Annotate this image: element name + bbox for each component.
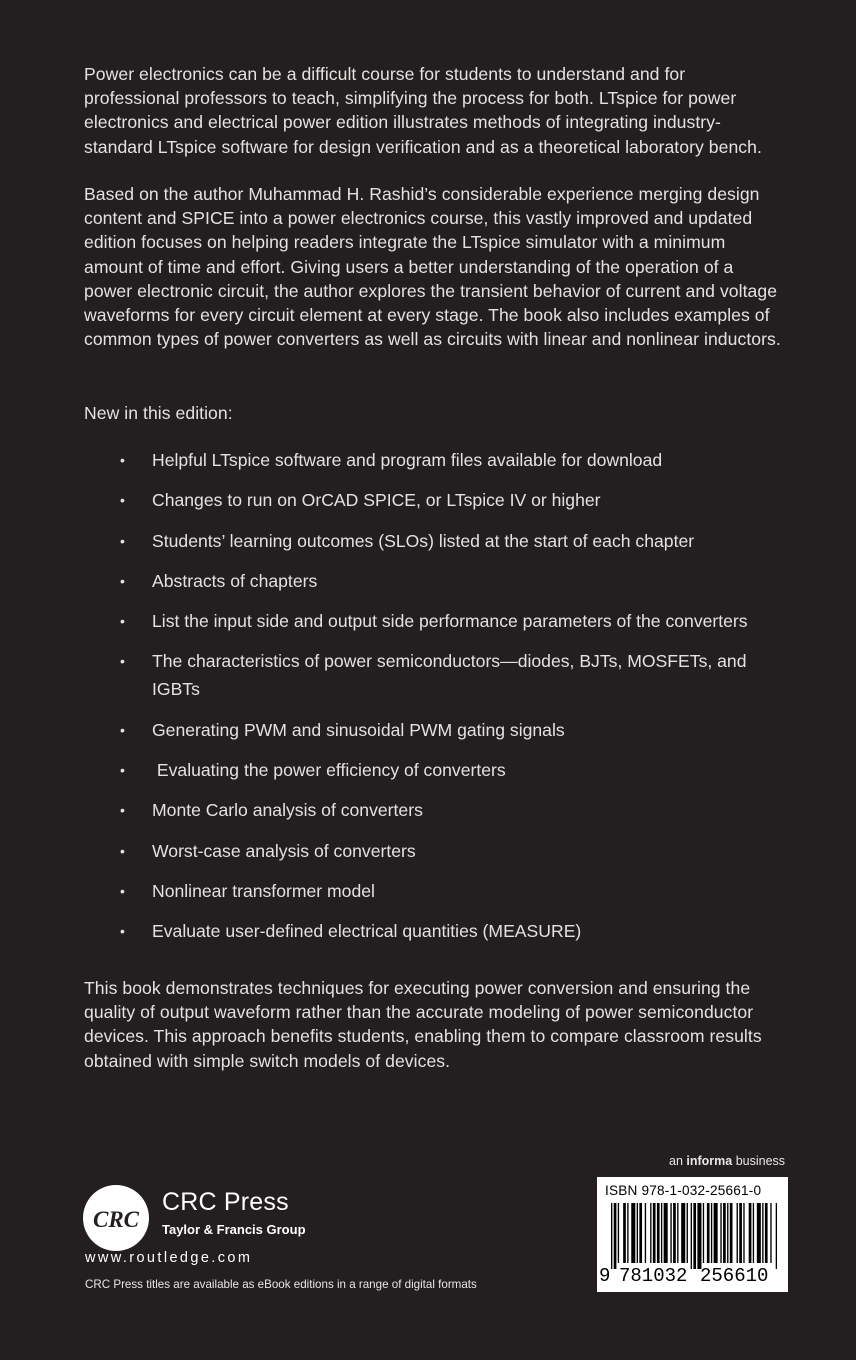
barcode-bar: [707, 1203, 710, 1263]
list-item-text: List the input side and output side performance parameters of the converters: [152, 611, 748, 632]
barcode-bar: [749, 1203, 752, 1263]
barcode-bar: [711, 1203, 712, 1263]
list-item: [84, 486, 804, 514]
barcode-bar: [623, 1203, 626, 1263]
barcode-bar: [723, 1203, 726, 1263]
barcode-group-1: 781032: [619, 1265, 688, 1287]
crc-logo-text: CRC: [92, 1207, 140, 1232]
barcode-bar: [645, 1203, 646, 1263]
list-item: [84, 567, 804, 595]
bullet-icon: •: [120, 532, 125, 549]
new-features-list: [84, 446, 804, 958]
list-item: [84, 527, 804, 555]
barcode-bar: [670, 1203, 671, 1263]
barcode-bar: [661, 1203, 662, 1263]
bullet-icon: •: [120, 802, 125, 819]
bullet-icon: •: [120, 452, 125, 468]
barcode-bar: [720, 1203, 721, 1263]
list-item-text: Nonlinear transformer model: [152, 880, 375, 901]
bullet-icon: •: [120, 882, 125, 899]
list-item: [84, 796, 804, 824]
list-item-text: Monte Carlo analysis of converters: [152, 800, 423, 821]
bullet-icon: •: [120, 492, 125, 509]
list-item: [84, 837, 804, 865]
description-paragraph-2: Based on the author Muhammad H. Rashid’s considerable experience merging design content and SPICE into a power electronics course, this vastly improved and updated edition focuses on helping readers integrate the LTspice simulator with a minimum amount of time and effort. Giving users a better understanding of the operation of a power electronic circuit, the author explores the transient behavior of current and voltage waveforms for every circuit element at every stage. The book also includes examples of common types of power converters as well as circuits with linear and nonlinear inductors.: [84, 184, 781, 350]
barcode-bar: [614, 1203, 617, 1269]
barcode-bar: [776, 1203, 777, 1269]
barcode-bar: [703, 1203, 704, 1263]
barcode-bar: [639, 1203, 642, 1263]
barcode-bar: [697, 1203, 701, 1269]
barcode-bar: [727, 1203, 728, 1263]
list-item-text: Helpful LTspice software and program files available for download: [152, 450, 663, 470]
barcode-bar: [762, 1203, 763, 1263]
informa-brand: informa: [686, 1154, 733, 1168]
list-item-text: Changes to run on OrCAD SPICE, or LTspice IV or higher: [152, 490, 601, 511]
barcode-bar: [743, 1203, 744, 1263]
barcode-bar: [657, 1203, 660, 1263]
list-item-text: Worst-case analysis of converters: [152, 840, 416, 861]
barcode-bar: [664, 1203, 668, 1263]
barcode-bar: [673, 1203, 676, 1263]
barcode-first-digit: 9: [599, 1265, 611, 1287]
barcode-bar: [737, 1203, 738, 1263]
ebook-note: CRC Press titles are available as eBook editions in a range of digital formats: [85, 1278, 477, 1291]
bullet-icon: •: [120, 721, 125, 738]
list-item: [84, 877, 804, 905]
list-item: [84, 917, 804, 945]
list-item: [84, 756, 804, 784]
list-item: [84, 446, 804, 474]
barcode-bar: [757, 1203, 761, 1263]
barcode-bar: [770, 1203, 771, 1263]
barcode-bar: [677, 1203, 678, 1263]
barcode-bar: [687, 1203, 688, 1263]
barcode-bar: [627, 1203, 628, 1263]
new-edition-heading: New in this edition:: [84, 403, 233, 423]
list-item-text: Evaluate user-defined electrical quantities (MEASURE): [152, 921, 582, 942]
barcode-bar: [753, 1203, 754, 1263]
barcode-number: [597, 1265, 788, 1289]
bullet-icon: •: [120, 613, 125, 630]
barcode-bar: [765, 1203, 768, 1263]
barcode-bar: [739, 1203, 742, 1263]
list-item: [84, 607, 804, 635]
list-item-text: The characteristics of power semiconductors—diodes, BJTs, MOSFETs, and IGBTs: [152, 651, 747, 700]
list-item: [84, 716, 804, 744]
publisher-name: CRC Press: [162, 1188, 289, 1216]
barcode-bar: [714, 1203, 718, 1263]
crc-logo-icon: [82, 1184, 150, 1252]
list-item: [84, 647, 792, 703]
bullet-icon: •: [120, 762, 125, 779]
bullet-icon: •: [120, 653, 125, 670]
barcode-bars: [611, 1203, 777, 1269]
barcode-bar: [618, 1203, 619, 1263]
bullet-icon: •: [120, 923, 125, 940]
barcode-group-2: 256610: [700, 1265, 769, 1287]
informa-business-label: an informa business: [669, 1154, 786, 1168]
bullet-icon: •: [120, 572, 125, 589]
publisher-url: www.routledge.com: [85, 1250, 253, 1266]
barcode-bar: [730, 1203, 733, 1263]
barcode-bar: [693, 1203, 696, 1269]
list-item-text: Evaluating the power efficiency of converters: [152, 760, 506, 781]
isbn-barcode: [597, 1177, 788, 1292]
isbn-label: ISBN 978-1-032-25661-0: [605, 1183, 762, 1198]
closing-paragraph: This book demonstrates techniques for executing power conversion and ensuring the quality of output waveform rather than the accurate modeling of power semiconductor devices. This approach benefits students, enabling them to compare classroom results obtained with simple switch models of devices.: [84, 978, 762, 1071]
barcode-bar: [691, 1203, 692, 1269]
barcode-bar: [650, 1203, 651, 1263]
bullet-icon: •: [120, 842, 125, 859]
barcode-bar: [611, 1203, 612, 1269]
publisher-group: Taylor & Francis Group: [162, 1222, 306, 1237]
description-paragraph-1: Power electronics can be a difficult course for students to understand and for professional professors to teach, simplifying the process for both. LTspice for power electronics and electrical power edition illustrates methods of integrating industry-standard LTspice software for design verification and as a theoretical laboratory bench.: [84, 64, 762, 157]
list-item-text: Generating PWM and sinusoidal PWM gating signals: [152, 719, 565, 740]
list-item-text: Students’ learning outcomes (SLOs) listed at the start of each chapter: [152, 530, 695, 551]
barcode-bar: [631, 1203, 635, 1263]
barcode-bar: [637, 1203, 638, 1263]
barcode-bar: [653, 1203, 656, 1263]
barcode-bar: [681, 1203, 685, 1263]
list-item-text: Abstracts of chapters: [152, 570, 318, 591]
